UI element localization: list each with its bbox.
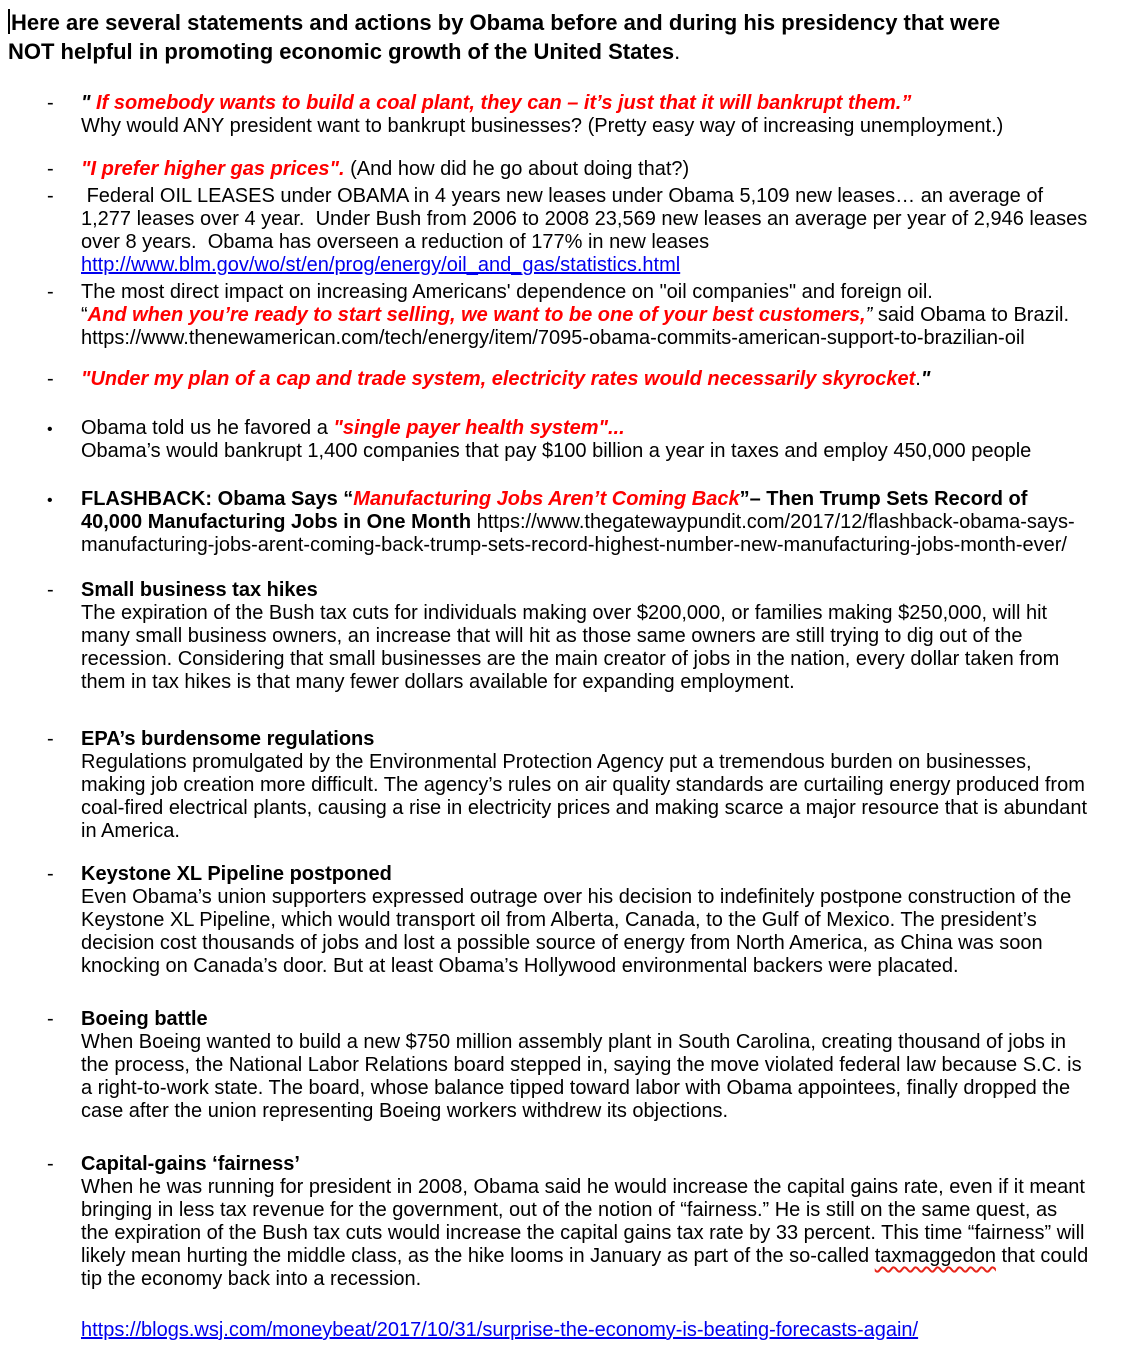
item-title — [81, 863, 1120, 886]
body-text: Why would ANY president want to bankrupt businesses? (Pretty easy way of increasing unemployment.) — [81, 115, 1004, 137]
text-line — [81, 886, 1120, 909]
gatewaypundit-url-text: manufacturing-jobs-arent-coming-back-trump-sets-record-highest-number-new-manufacturing-jobs-month-ever/ — [81, 534, 1067, 556]
text-line — [81, 231, 1120, 254]
dash-bullet: - — [47, 1153, 54, 1175]
text-line — [81, 534, 1120, 557]
text-line — [81, 955, 1120, 978]
body-text: many small business owners, an increase that will hit as those same owners are still trying to dig out of the — [81, 625, 1023, 647]
body-text: the expiration of the Bush tax cuts would increase the capital gains tax rate by 33 percent. This time “fairness” will — [81, 1222, 1085, 1244]
text-line — [81, 751, 1120, 774]
body-text: Even Obama’s union supporters expressed outrage over his decision to indefinitely postpone construction of the — [81, 886, 1072, 908]
text-line — [81, 208, 1120, 231]
body-text: Federal OIL LEASES under OBAMA in 4 years new leases under Obama 5,109 new leases… an average of — [81, 185, 1044, 207]
body-text: When he was running for president in 2008, Obama said he would increase the capital gains rate, even if it meant — [81, 1176, 1085, 1198]
dash-bullet: - — [47, 158, 54, 180]
body-text: When Boeing wanted to build a new $750 million assembly plant in South Carolina, creating thousand of jobs in — [81, 1031, 1067, 1053]
body-text: recession. Considering that small businesses are the main creator of jobs in the nation, every dollar taken from — [81, 648, 1060, 670]
dash-bullet: - — [47, 863, 54, 885]
red-quote: "I prefer higher gas prices". — [81, 158, 351, 180]
red-quote: "Under my plan of a cap and trade system, electricity rates would necessarily skyrocket — [81, 368, 916, 390]
quote-mark: " — [81, 92, 97, 114]
heading-text: Here are several statements and actions by Obama before and during his presidency that were — [11, 10, 1001, 35]
text-line — [81, 327, 1120, 350]
bold-text: 40,000 Manufacturing Jobs in One Month — [81, 511, 472, 533]
quote-mark: ” — [865, 304, 873, 326]
bold-title: Boeing battle — [81, 1008, 208, 1030]
bold-title: Capital-gains ‘fairness’ — [81, 1153, 300, 1175]
text-line — [81, 648, 1120, 671]
body-text: Obama’s would bankrupt 1,400 companies that pay $100 billion a year in taxes and employ 450,000 people — [81, 440, 1032, 462]
wsj-moneybeat-link[interactable]: https://blogs.wsj.com/moneybeat/2017/10/31/surprise-the-economy-is-beating-forecasts-again/ — [81, 1319, 919, 1341]
dash-bullet: - — [47, 92, 54, 114]
dash-bullet: - — [47, 1008, 54, 1030]
body-text: the process, the National Labor Relations board stepped in, saying the move violated federal law because S.C. is — [81, 1054, 1082, 1076]
page-title — [8, 8, 1126, 66]
body-text: (And how did he go about doing that?) — [350, 158, 690, 180]
bullet-item-oil-leases — [0, 185, 1126, 277]
text-line — [81, 92, 1120, 115]
body-text: said Obama to Brazil. — [872, 304, 1070, 326]
dash-bullet: - — [47, 185, 54, 207]
bold-text: ”– Then Trump Sets Record of — [739, 488, 1028, 510]
text-line — [81, 1077, 1120, 1100]
bullet-item-cap-and-trade — [0, 368, 1126, 391]
text-cursor — [8, 9, 10, 34]
bold-text: FLASHBACK: Obama Says “ — [81, 488, 354, 510]
heading-text: NOT helpful in promoting economic growth of the United States — [8, 39, 675, 64]
bold-title: Keystone XL Pipeline postponed — [81, 863, 392, 885]
body-text: The expiration of the Bush tax cuts for individuals making over $200,000, or families making $250,000, will hit — [81, 602, 1048, 624]
body-text: tip the economy back into a recession. — [81, 1268, 422, 1290]
body-text: case after the union representing Boeing workers withdrew its objections. — [81, 1100, 729, 1122]
bullet-item-boeing-battle — [0, 1008, 1126, 1123]
red-quote: If somebody wants to build a coal plant, they can – it’s just that it will bankrupt them.” — [96, 92, 912, 114]
text-line — [81, 511, 1120, 534]
text-line — [81, 281, 1120, 304]
dash-bullet: - — [47, 368, 54, 390]
bullet-item-oil-dependence — [0, 281, 1126, 350]
item-title — [81, 579, 1120, 602]
text-line — [81, 932, 1120, 955]
body-text: likely mean hurting the middle class, as the hike looms in January as part of the so-called — [81, 1245, 875, 1267]
text-line — [81, 1268, 1120, 1291]
heading-period: . — [674, 39, 681, 64]
text-line — [81, 417, 1120, 440]
dash-bullet: - — [47, 281, 54, 303]
text-line — [81, 909, 1120, 932]
text-line — [81, 1054, 1120, 1077]
red-quote: And when you’re ready to start selling, we want to be one of your best customers, — [87, 304, 866, 326]
body-text: knocking on Canada’s door. But at least Obama’s Hollywood environmental backers were placated. — [81, 955, 959, 977]
body-text: coal-fired electrical plants, causing a rise in electricity prices and making scarce a major resource that is abundant — [81, 797, 1088, 819]
bullet-item-capital-gains — [0, 1153, 1126, 1291]
text-line — [81, 158, 1120, 181]
text-line — [81, 1176, 1120, 1199]
body-text: over 8 years. Obama has overseen a reduction of 177% in new leases — [81, 231, 710, 253]
bold-title: EPA’s burdensome regulations — [81, 728, 375, 750]
blm-statistics-link[interactable]: http://www.blm.gov/wo/st/en/prog/energy/oil_and_gas/statistics.html — [81, 254, 681, 276]
dot-bullet: • — [47, 492, 53, 509]
misspelled-word: taxmaggedon — [874, 1245, 996, 1267]
text-line — [81, 671, 1120, 694]
text-line — [81, 1100, 1120, 1123]
red-quote: "single payer health system"... — [333, 417, 625, 439]
body-text: The most direct impact on increasing Americans' dependence on "oil companies" and foreign oil. — [81, 281, 933, 303]
text-line — [81, 304, 1120, 327]
text-line — [81, 820, 1120, 843]
text-line — [81, 1222, 1120, 1245]
dash-bullet: - — [47, 579, 54, 601]
wsj-link-paragraph — [0, 1319, 1126, 1342]
bullet-item-epa-regulations — [0, 728, 1126, 843]
text-line — [81, 625, 1120, 648]
newamerican-url-text: https://www.thenewamerican.com/tech/energy/item/7095-obama-commits-american-support-to-brazilian-oil — [81, 327, 1025, 349]
body-text: making job creation more difficult. The agency’s rules on air quality standards are curtailing energy produced from — [81, 774, 1085, 796]
bold-title: Small business tax hikes — [81, 579, 318, 601]
quote-mark: “ — [81, 304, 88, 326]
text-line — [81, 488, 1120, 511]
text-line — [81, 254, 1120, 277]
body-text: in America. — [81, 820, 180, 842]
bullet-item-single-payer — [0, 417, 1126, 463]
text-line — [81, 368, 1120, 391]
body-text: . — [915, 368, 921, 390]
text-line — [81, 774, 1120, 797]
text-line — [81, 1319, 1120, 1342]
text-line — [81, 797, 1120, 820]
item-title — [81, 1008, 1120, 1031]
bullet-item-keystone-pipeline — [0, 863, 1126, 978]
item-title — [81, 1153, 1120, 1176]
bullet-item-coal-plant — [0, 92, 1126, 138]
body-text: Obama told us he favored a — [81, 417, 334, 439]
text-line — [81, 440, 1120, 463]
bullet-item-flashback-manufacturing — [0, 488, 1126, 557]
bullet-item-gas-prices — [0, 158, 1126, 181]
heading-line — [8, 37, 1126, 66]
item-title — [81, 728, 1120, 751]
body-text: a right-to-work state. The board, whose balance tipped toward labor with Obama appointees, finally dropped the — [81, 1077, 1071, 1099]
body-text: that could — [995, 1245, 1089, 1267]
body-text: them in tax hikes is that many fewer dollars available for expanding employment. — [81, 671, 795, 693]
dot-bullet: • — [47, 421, 53, 438]
body-text: Keystone XL Pipeline, which would transport oil from Alberta, Canada, to the Gulf of Mexico. The president’s — [81, 909, 1037, 931]
text-line — [81, 115, 1120, 138]
text-line — [81, 602, 1120, 625]
red-quote: Manufacturing Jobs Aren’t Coming Back — [353, 488, 740, 510]
body-text: 1,277 leases over 4 year. Under Bush from 2006 to 2008 23,569 new leases an average per year of 2,946 leases — [81, 208, 1088, 230]
body-text: Regulations promulgated by the Environmental Protection Agency put a tremendous burden on businesses, — [81, 751, 1032, 773]
dash-bullet: - — [47, 728, 54, 750]
text-line — [81, 1199, 1120, 1222]
gatewaypundit-url-text: https://www.thegatewaypundit.com/2017/12/flashback-obama-says- — [471, 511, 1075, 533]
quote-mark: " — [920, 368, 931, 390]
body-text: decision cost thousands of jobs and lost a possible source of energy from North America, as China was soon — [81, 932, 1043, 954]
text-line — [81, 1245, 1120, 1268]
bullet-item-small-business-tax-hikes — [0, 579, 1126, 694]
body-text: bringing in less tax revenue for the government, out of the notion of “fairness.” He is still on the same quest, as — [81, 1199, 1058, 1221]
text-line — [81, 1031, 1120, 1054]
heading-line — [8, 8, 1126, 37]
text-line — [81, 185, 1120, 208]
